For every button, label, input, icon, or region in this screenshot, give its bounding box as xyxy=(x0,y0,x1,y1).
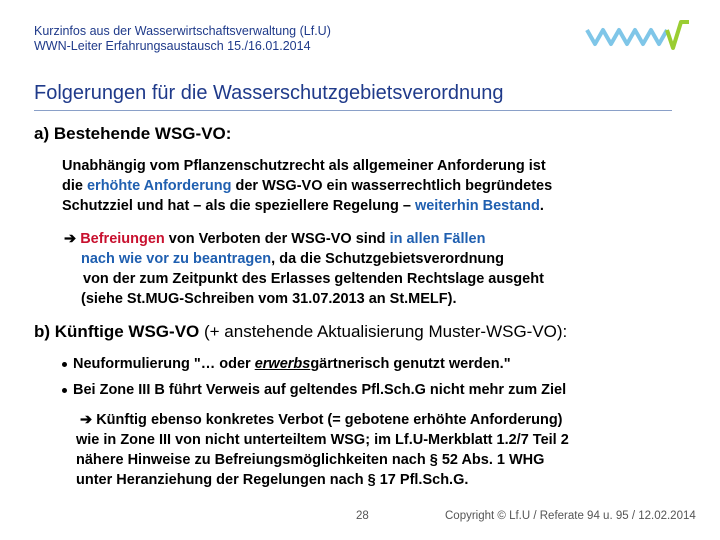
header xyxy=(34,24,331,54)
a-p1-l2-highlight: erhöhte Anforderung xyxy=(86,178,232,194)
section-b-heading xyxy=(34,322,567,342)
bullet-1 xyxy=(62,356,511,372)
bullet-dot-icon xyxy=(62,362,67,367)
bullet-dot-icon xyxy=(62,388,67,393)
b-p-line-1 xyxy=(76,410,569,430)
b-p-l1-text: Künftig ebenso konkretes Verbot (= gebotene erhöhte Anforderung) xyxy=(96,412,563,428)
a-p2-l2-text: , da die Schutzgebietsverordnung xyxy=(271,251,505,267)
a-p1-l3-end: . xyxy=(539,198,544,214)
section-a-heading: a) Bestehende WSG-VO: xyxy=(34,124,232,143)
title-divider xyxy=(34,110,672,111)
bullet-1-underlined: erwerbs xyxy=(254,356,311,372)
a-p1-l2-text: die xyxy=(62,178,87,194)
bullet-1-text: Neuformulierung "… oder xyxy=(73,356,255,372)
a-p1-l2-text-end: der WSG-VO ein wasserrechtlich begründetes xyxy=(231,178,553,194)
bullet-2 xyxy=(62,382,566,398)
b-p-line-4: unter Heranziehung der Regelungen nach § 17 Pfl.Sch.G. xyxy=(76,472,469,488)
header-line-1: Kurzinfos aus der Wasserwirtschaftsverwaltung (Lf.U) xyxy=(34,24,331,38)
logo-wave-blue xyxy=(587,30,667,44)
page-title: Folgerungen für die Wasserschutzgebietsverordnung xyxy=(34,82,504,104)
bullet-2-text: Bei Zone III B führt Verweis auf geltendes Pfl.Sch.G nicht mehr zum Ziel xyxy=(73,382,567,398)
a-p2-line-2 xyxy=(64,249,544,269)
lfu-logo xyxy=(585,18,695,58)
a-p1-l3-highlight: weiterhin Bestand xyxy=(414,198,540,214)
a-p2-l1-highlight: in allen Fällen xyxy=(389,231,486,247)
header-line-2: WWN-Leiter Erfahrungsaustausch 15./16.01.2014 xyxy=(34,39,311,53)
a-p2-l2-highlight: nach wie vor zu beantragen xyxy=(81,251,272,267)
arrow-right-icon: ➔ xyxy=(80,412,93,428)
a-p2-l1-text: von Verboten der WSG-VO sind xyxy=(164,231,390,247)
a-p1-line-1: Unabhängig vom Pflanzenschutzrecht als allgemeiner Anforderung ist xyxy=(62,158,546,174)
page-number: 28 xyxy=(356,510,369,522)
a-p2-line-4: (siehe St.MUG-Schreiben vom 31.07.2013 an St.MELF). xyxy=(81,291,457,307)
section-b-paragraph xyxy=(76,410,569,490)
a-p2-line-1 xyxy=(64,229,544,249)
b-p-line-2: wie in Zone III von nicht unterteiltem WSG; im Lf.U-Merkblatt 1.2/7 Teil 2 xyxy=(76,432,569,448)
b-p-line-3: nähere Hinweise zu Befreiungsmöglichkeiten nach § 52 Abs. 1 WHG xyxy=(76,452,545,468)
a-p1-line-2 xyxy=(62,176,552,196)
arrow-right-icon: ➔ xyxy=(64,231,77,247)
section-b-heading-rest: (+ anstehende Aktualisierung Muster-WSG-VO): xyxy=(199,322,568,341)
bullet-1-text-end: gärtnerisch genutzt werden." xyxy=(310,356,511,372)
a-p2-l1-red: Befreiungen xyxy=(80,231,165,247)
copyright-footer: Copyright © Lf.U / Referate 94 u. 95 / 12.02.2014 xyxy=(445,510,696,522)
logo-wave-green xyxy=(667,22,689,48)
a-p1-l3-text: Schutzziel und hat – als die speziellere Regelung – xyxy=(62,198,415,214)
section-b-heading-bold: b) Künftige WSG-VO xyxy=(34,322,200,341)
a-p1-line-3 xyxy=(62,196,552,216)
a-p2-line-3: von der zum Zeitpunkt des Erlasses geltenden Rechtslage ausgeht xyxy=(83,271,544,287)
section-a-paragraph-2 xyxy=(64,229,544,309)
section-a-paragraph-1 xyxy=(62,156,552,216)
